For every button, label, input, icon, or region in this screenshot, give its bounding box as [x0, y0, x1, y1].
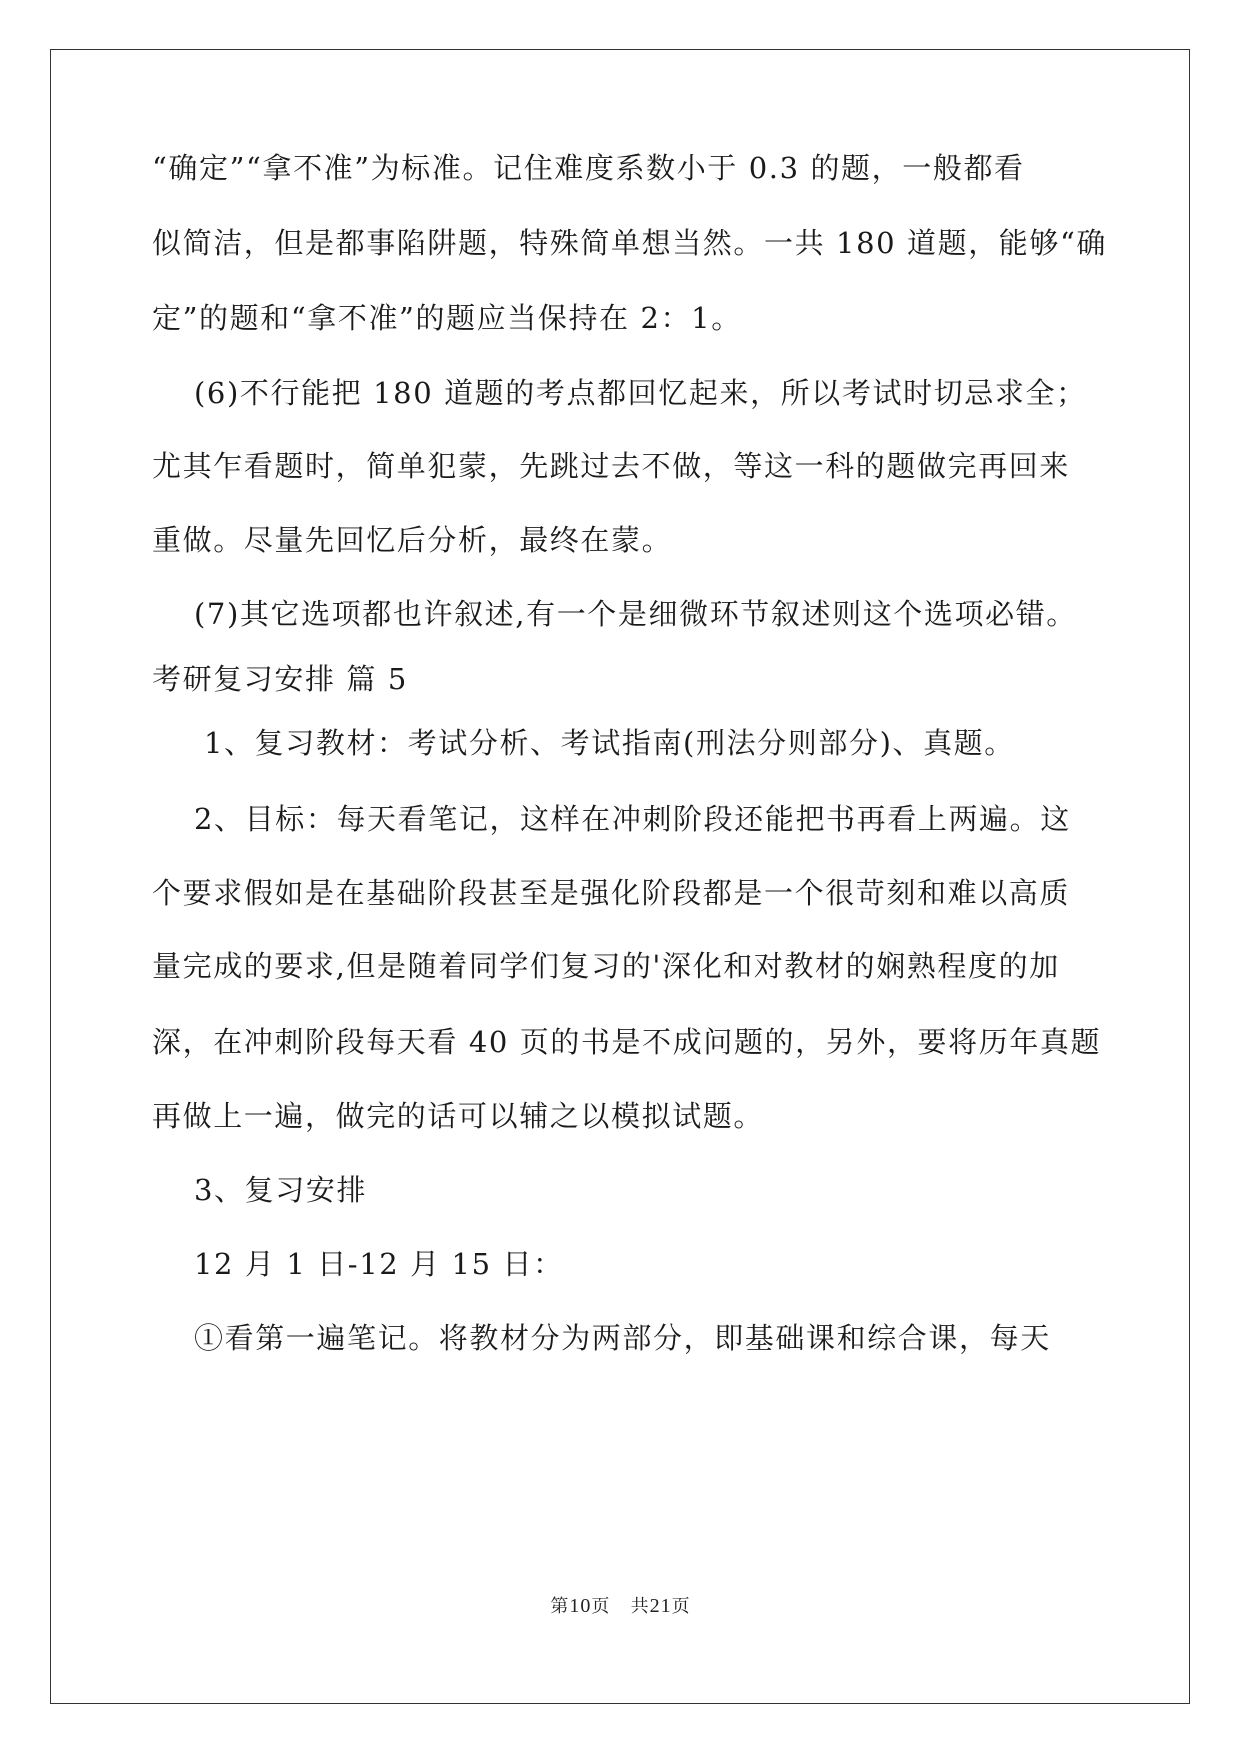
- text-line: 重做。尽量先回忆后分析，最终在蒙。: [152, 523, 673, 557]
- footer-page-number: 10: [569, 1595, 592, 1617]
- text-line: (6)不行能把 180 道题的考点都回忆起来，所以考试时切忌求全；: [194, 376, 1087, 410]
- text-line: ①看第一遍笔记。将教材分为两部分，即基础课和综合课，每天: [194, 1321, 1051, 1355]
- text-line: 3、复习安排: [194, 1173, 368, 1207]
- text-line: (7)其它选项都也许叙述,有一个是细微环节叙述则这个选项必错。: [194, 597, 1077, 631]
- text-line: 再做上一遍，做完的话可以辅之以模拟试题。: [152, 1099, 765, 1133]
- page-footer: [0, 1592, 1241, 1618]
- text-line: 深，在冲刺阶段每天看 40 页的书是不成问题的，另外，要将历年真题: [152, 1025, 1102, 1059]
- text-line: 2、目标：每天看笔记，这样在冲刺阶段还能把书再看上两遍。这: [194, 802, 1071, 836]
- footer-total-pages: 21: [649, 1595, 672, 1617]
- text-line: 1、复习教材：考试分析、考试指南(刑法分则部分)、真题。: [204, 726, 1015, 760]
- text-line: 量完成的要求,但是随着同学们复习的'深化和对教材的娴熟程度的加: [152, 949, 1060, 983]
- text-line: 定”的题和“拿不准”的题应当保持在 2：1。: [152, 301, 742, 335]
- footer-mid: 页 共: [591, 1596, 650, 1617]
- footer-suffix: 页: [671, 1596, 691, 1617]
- text-line: “确定”“拿不准”为标准。记住难度系数小于 0.3 的题，一般都看: [152, 151, 1025, 185]
- text-line: 个要求假如是在基础阶段甚至是强化阶段都是一个很苛刻和难以高质: [152, 876, 1071, 910]
- text-line: 似简洁，但是都事陷阱题，特殊简单想当然。一共 180 道题，能够“确: [152, 226, 1108, 260]
- footer-prefix: 第: [550, 1596, 570, 1617]
- section-heading: 考研复习安排 篇 5: [152, 662, 408, 696]
- text-line: 12 月 1 日-12 月 15 日：: [194, 1247, 564, 1281]
- text-line: 尤其乍看题时，简单犯蒙，先跳过去不做，等这一科的题做完再回来: [152, 449, 1071, 483]
